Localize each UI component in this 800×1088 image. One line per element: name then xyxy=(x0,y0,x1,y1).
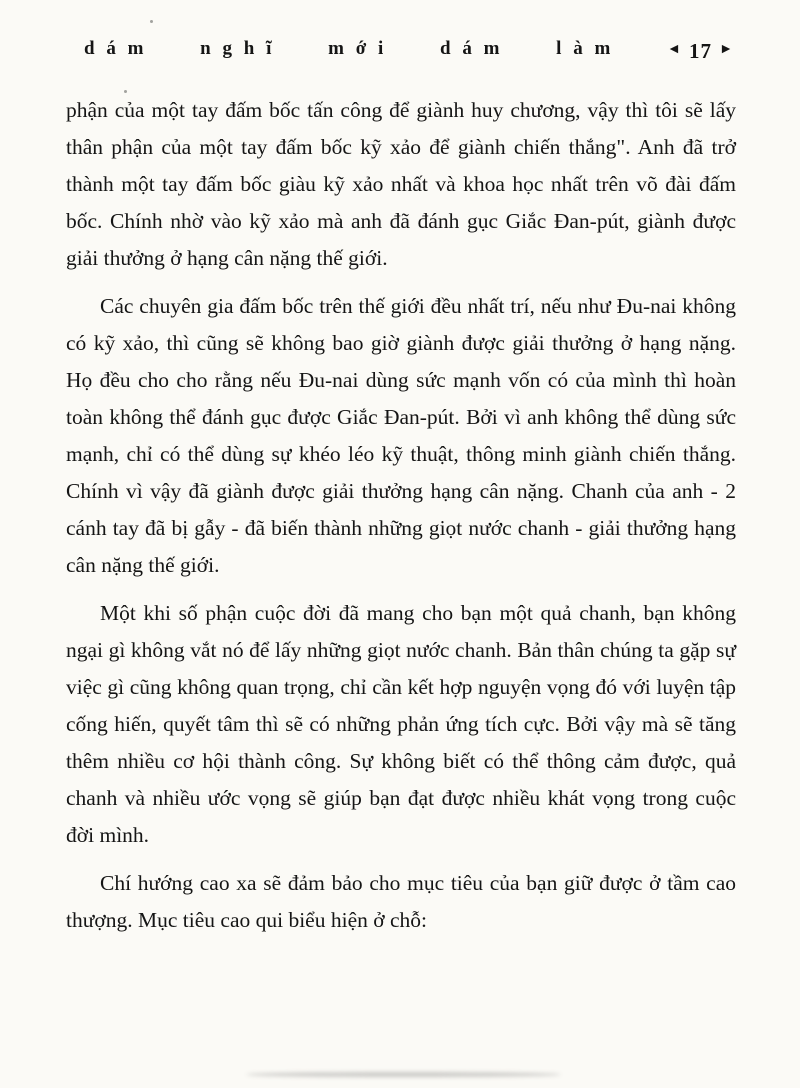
header-title-word: làm xyxy=(556,38,623,59)
right-triangle-icon: ► xyxy=(719,42,734,57)
scan-artifact-speck xyxy=(124,90,127,93)
running-header xyxy=(66,38,736,64)
left-triangle-icon: ◄ xyxy=(667,42,682,57)
page-body-text xyxy=(66,92,736,939)
page-number: 17 xyxy=(688,38,713,63)
header-title-word: nghĩ xyxy=(200,38,284,59)
scan-artifact-smudge xyxy=(246,1072,561,1077)
header-title-word: dám xyxy=(440,38,512,59)
paragraph: Các chuyên gia đấm bốc trên thế giới đều nhất trí, nếu như Đu-nai không có kỹ xảo, thì cũng sẽ không bao giờ giành được giải thưởng ở hạng nặng. Họ đều cho cho rằng nếu Đu-nai dùng sức mạnh vốn có của mình thì hoàn toàn không thể đánh gục được Giắc Đan-pút. Bởi vì anh không thể dùng sức mạnh, chỉ có thể dùng sự khéo léo kỹ thuật, thông minh giành chiến thắng. Chính vì vậy đã giành được giải thưởng hạng cân nặng. Chanh của anh - 2 cánh tay đã bị gẫy - đã biến thành những giọt nước chanh - giải thưởng hạng cân nặng thế giới. xyxy=(66,293,736,577)
scan-artifact-speck xyxy=(150,20,153,23)
paragraph: phận của một tay đấm bốc tấn công để giành huy chương, vậy thì tôi sẽ lấy thân phận của một tay đấm bốc kỹ xảo để giành chiến thắng". Anh đã trở thành một tay đấm bốc giàu kỹ xảo nhất và khoa học nhất trên võ đài đấm bốc. Chính nhờ vào kỹ xảo mà anh đã đánh gục Giắc Đan-pút, giành được giải thưởng ở hạng cân nặng thế giới. xyxy=(66,97,736,270)
paragraph: Một khi số phận cuộc đời đã mang cho bạn một quả chanh, bạn không ngại gì không vắt nó để lấy những giọt nước chanh. Bản thân chúng ta gặp sự việc gì cũng không quan trọng, chỉ cần kết hợp nguyện vọng đó với luyện tập cống hiến, quyết tâm thì sẽ có những phản ứng tích cực. Bởi vậy mà sẽ tăng thêm nhiều cơ hội thành công. Sự không biết có thể thông cảm được, quả chanh và nhiều ước vọng sẽ giúp bạn đạt được nhiều khát vọng trong cuộc đời mình. xyxy=(66,600,736,847)
paragraph: Chí hướng cao xa sẽ đảm bảo cho mục tiêu của bạn giữ được ở tầm cao thượng. Mục tiêu cao qui biểu hiện ở chỗ: xyxy=(66,870,736,932)
header-title-word: mới xyxy=(328,38,396,59)
page-number-marker xyxy=(667,39,734,64)
header-title-word: dám xyxy=(84,38,156,59)
